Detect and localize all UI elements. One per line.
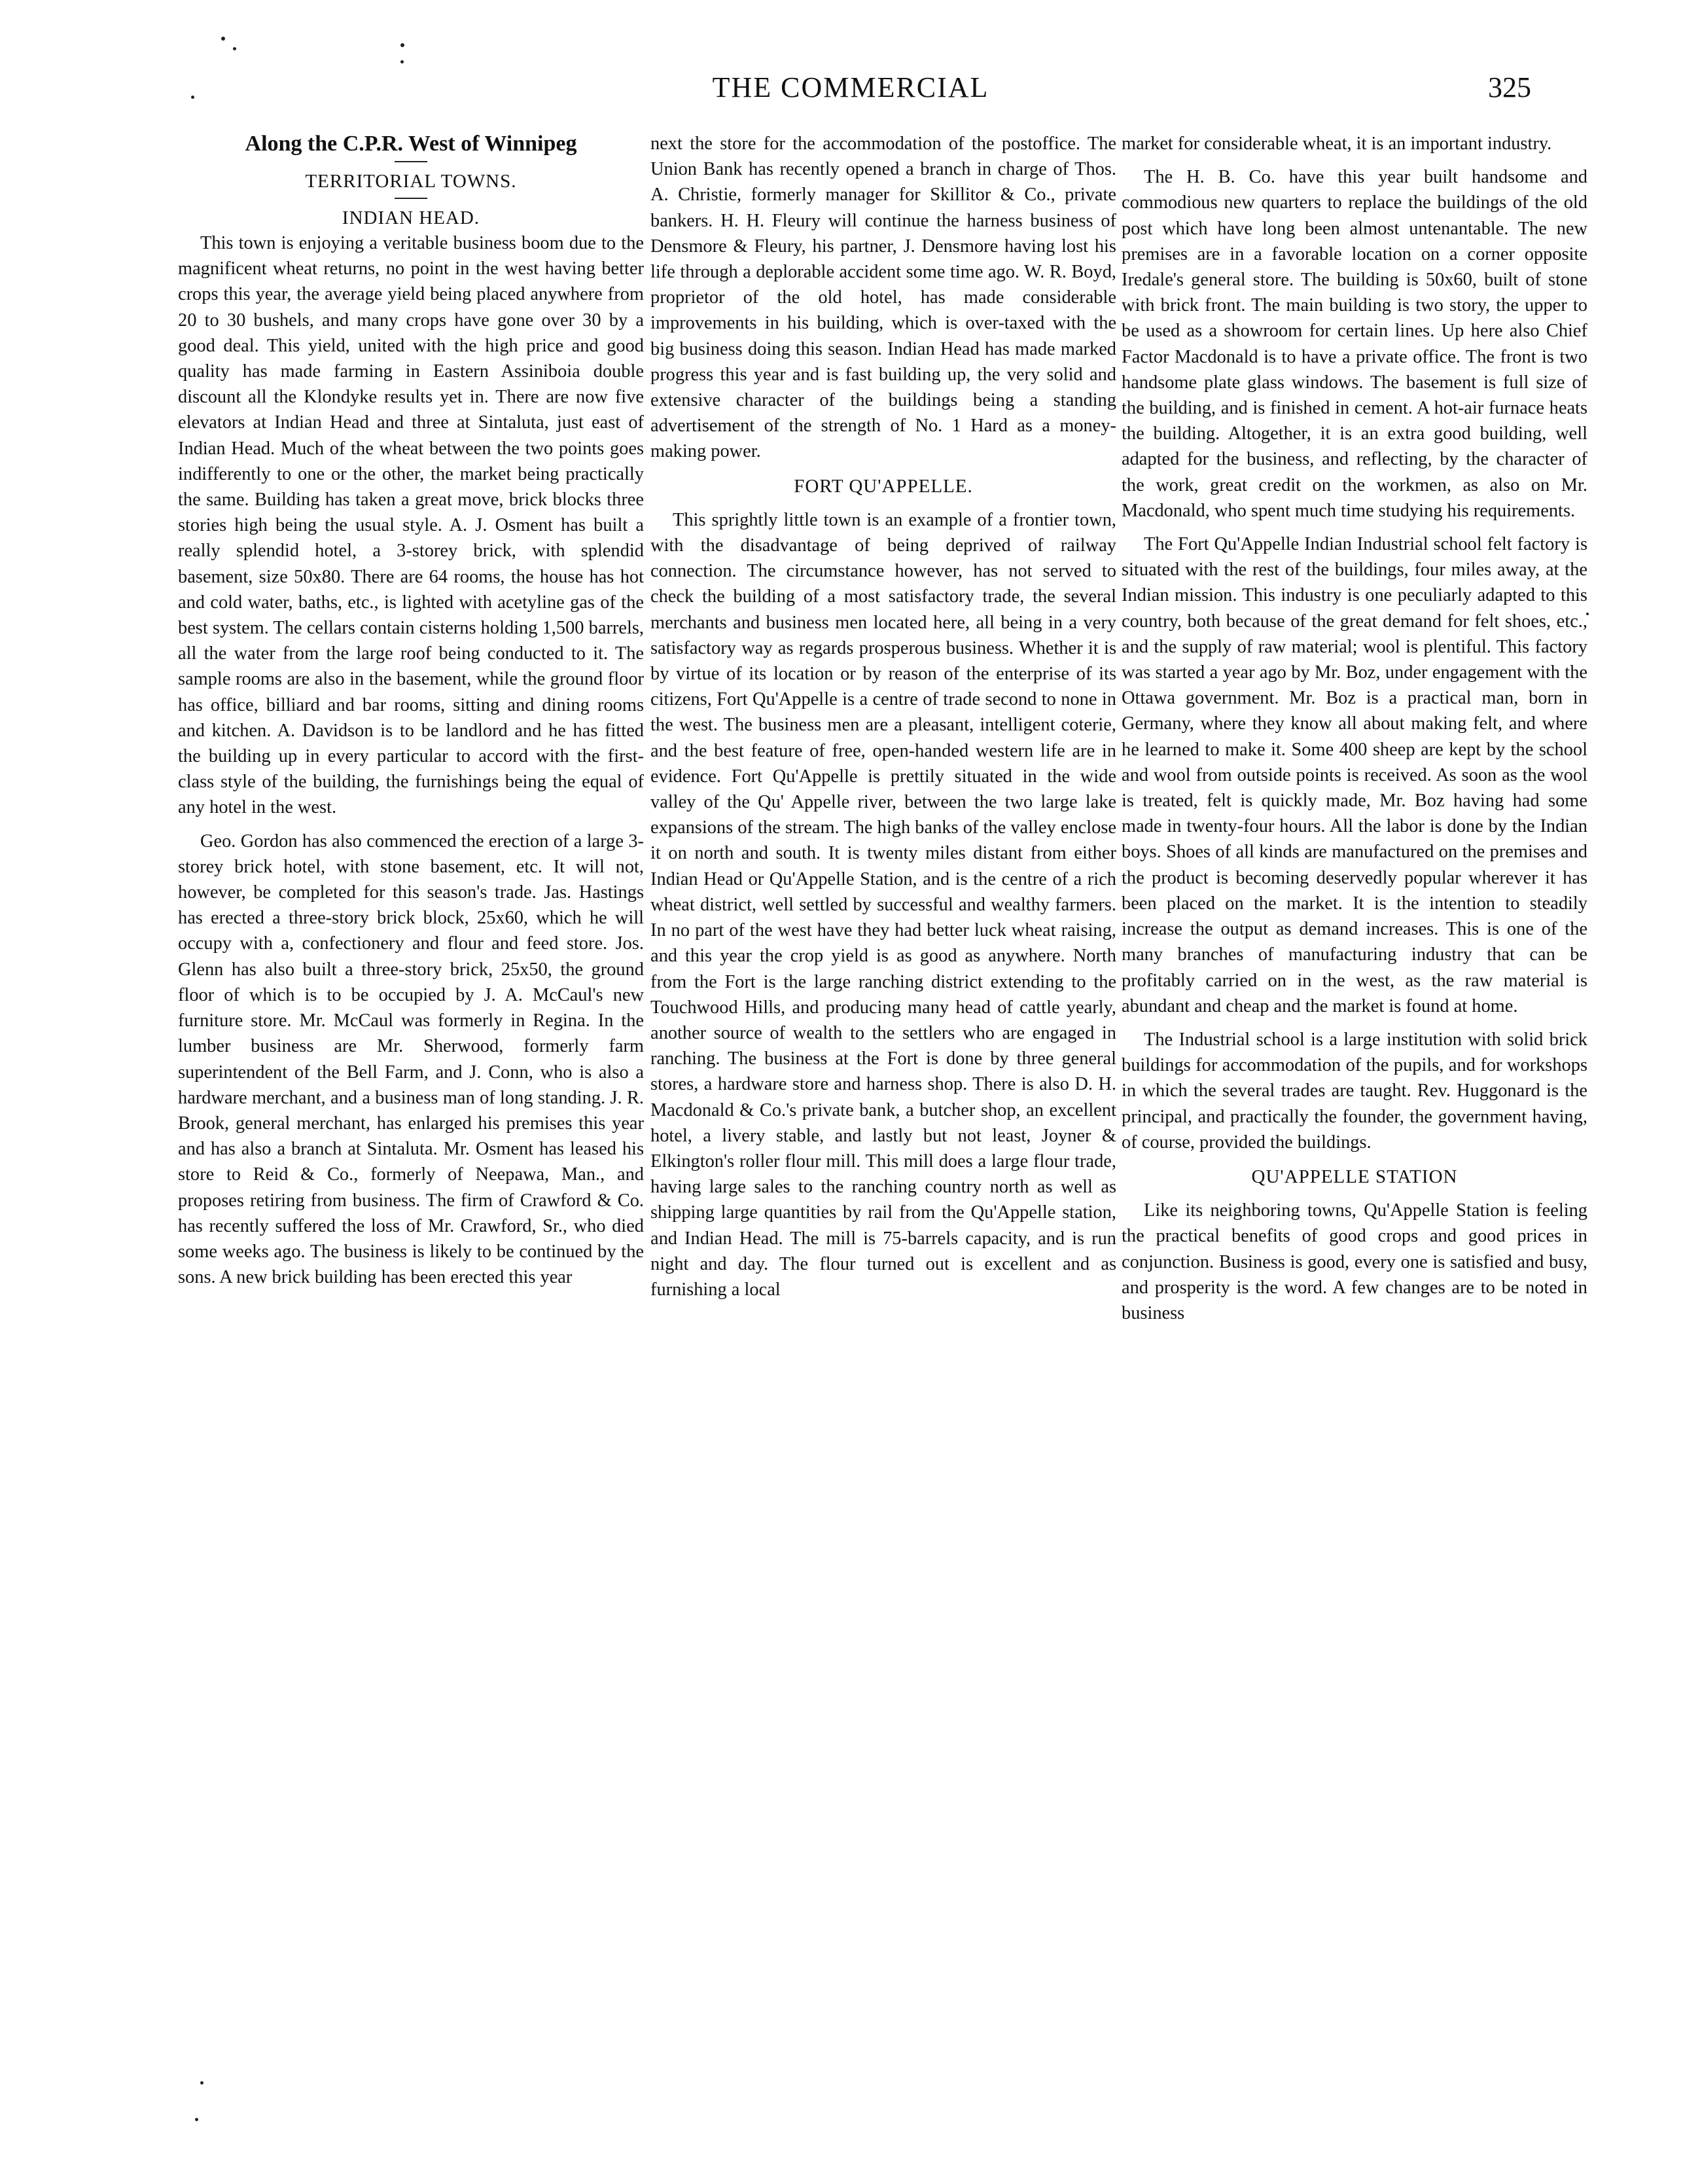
paragraph: market for considerable wheat, it is an important industry. [1122,134,1552,154]
title-rule [395,161,427,162]
paragraph: The Fort Qu'Appelle Indian Industrial school felt factory is situated with the rest of the buildings, four miles away, at the Indian mission. This industry is one peculiarly adapted to this country, both because of the great demand for felt shoes, etc., and the supply of raw material; wool is plentiful. This factory was started a year ago by Mr. Boz, under engagement with the Ottawa government. Mr. Boz is a practical man, born in Germany, where they know all about making felt, and where he learned to make it. Some 400 sheep are kept by the school and wool from outside points is received. As soon as the wool is treated, felt is quickly made, Mr. Boz having had some made in twenty-four hours. All the labor is done by the Indian boys. Shoes of all kinds are manufactured on the premises and the product is becoming deservedly popular wherever it has been placed on the market. It is the intention to steadily increase the output as demand increases. This is one of the many branches of manufacturing industry that can be profitably carried on in the west, as the raw material is abundant and cheap and the market is found at home. [1122,534,1587,1016]
subtitle-rule [395,198,427,199]
section-heading-indian-head: INDIAN HEAD. [342,207,480,228]
paragraph: This town is enjoying a veritable business boom due to the magnificent wheat returns, no point in the west having better crops this year, the average yield being placed anywhere from 20 to 30 bushels, and many crops have gone over 30 by a good deal. This yield, united with the high price and good quality has made farming in Eastern Assiniboia double discount all the Klondyke results yet in. There are now five elevators at Indian Head and three at Sintaluta, just east of Indian Head. Much of the wheat between the two points goes indifferently to one or the other, the market being practically the same. Building has taken a great move, brick blocks three stories high being the usual style. A. J. Osment has built a really splendid hotel, a 3-storey brick, with splendid basement, size 50x80. There are 64 rooms, the house has hot and cold water, baths, etc., is lighted with acetyline gas of the best system. The cellars contain cisterns holding 1,500 barrels, all the water from the large roof being conducted to it. The sample rooms are also in the basement, while the ground floor has office, billiard and bar rooms, sitting and dining rooms and kitchen. A. Davidson is to be landlord and he has fitted the building up in every particular to accord with the first-class style of the building, the furnishings being the equal of any hotel in the west. [178,233,644,818]
section-heading-fort-quappelle: FORT QU'APPELLE. [794,475,973,497]
section-heading-quappelle-station: QU'APPELLE STATION [1251,1166,1458,1187]
publication-title: THE COMMERCIAL [712,71,989,103]
running-header [0,67,1683,113]
column-3 [1122,131,1587,1326]
paragraph: The Industrial school is a large institution with solid brick buildings for accommodation of the pupils, and for workshops in which the several trades are taught. Rev. Huggonard is the principal, and practically the founder, the government having, of course, provided the buildings. [1122,1029,1587,1153]
column-1 [178,131,644,1290]
paragraph: Geo. Gordon has also commenced the erection of a large 3-storey brick hotel, with stone basement, etc. It will not, however, be completed for this season's trade. Jas. Hastings has erected a three-story brick block, 25x60, which he will occupy with a, confectionery and flour and feed store. Jos. Glenn has also built a three-story brick, 25x50, the ground floor of which is to be occupied by J. A. McCaul's new furniture store. Mr. McCaul was formerly in Regina. In the lumber business are Mr. Sherwood, formerly farm superintendent of the Bell Farm, and J. Conn, who is also a hardware merchant, and a business man of long standing. J. R. Brook, general merchant, has enlarged his premises this year and has also a branch at Sintaluta. Mr. Osment has leased his store to Reid & Co., formerly of Neepawa, Man., and proposes retiring from business. The firm of Crawford & Co. has recently suffered the loss of Mr. Crawford, Sr., who died some weeks ago. The business is likely to be continued by the sons. A new brick building has been erected this year [178,831,644,1288]
column-2 [650,131,1116,1302]
paragraph: Like its neighboring towns, Qu'Appelle Station is feeling the practical benefits of good crops and good prices in conjunction. Business is good, every one is satisfied and busy, and prosperity is the word. A few changes are to be noted in business [1122,1200,1587,1323]
page-number: 325 [1488,71,1531,103]
article-title: Along the C.P.R. West of Winnipeg [245,132,577,156]
paragraph: The H. B. Co. have this year built handsome and commodious new quarters to replace the buildings of the old post which have long been almost untenantable. The new premises are in a favorable location on a corner opposite Iredale's general store. The building is 50x60, built of stone with brick front. The main building is two story, the upper to be used as a showroom for certain lines. Up here also Chief Factor Macdonald is to have a private office. The front is two handsome plate glass windows. The basement is full size of the building, and is finished in cement. A hot-air furnace heats the building. Altogether, it is an extra good building, well adapted for the business, and reflecting, by the character of the work, great credit on the workmen, as also on Mr. Macdonald, who spent much time studying his requirements. [1122,167,1587,521]
article-subtitle: TERRITORIAL TOWNS. [305,171,517,192]
paragraph: This sprightly little town is an example of a frontier town, with the disadvantage of being deprived of railway connection. The circumstance however, has not served to check the building of a most satisfactory trade, the several merchants and business men located here, all being in a very satisfactory way as regards prosperous business. Whether it is by virtue of its location or by reason of the enterprise of its citizens, Fort Qu'Appelle is a centre of trade second to none in the west. The business men are a pleasant, intelligent coterie, and the best feature of free, open-handed western life are in evidence. Fort Qu'Appelle is prettily situated in the wide valley of the Qu' Appelle river, between the two large lake expansions of the stream. The high banks of the valley enclose it on north and south. It is twenty miles distant from either Indian Head or Qu'Appelle Station, and is the centre of a rich wheat district, well settled by successful and wealthy farmers. In no part of the west have they had better luck wheat raising, and this year the crop yield is as good as anywhere. North from the Fort is the large ranching district extending to the Touchwood Hills, and producing many head of cattle yearly, another source of wealth to the settlers who are engaged in ranching. The business at the Fort is done by three general stores, a hardware store and harness shop. There is also D. H. Macdonald & Co.'s private bank, a butcher shop, an excellent hotel, a livery stable, and lastly but not least, Joyner & Elkington's roller flour mill. This mill does a large flour trade, having large sales to the ranching country north as well as shipping large quantities by rail from the Qu'Appelle station, and Indian Head. The mill is 75-barrels capacity, and is run night and day. The flour turned out is excellent and as furnishing a local [650,509,1116,1300]
paragraph: next the store for the accommodation of the postoffice. The Union Bank has recently opened a branch in charge of Thos. A. Christie, formerly manager for Skillitor & Co., private bankers. H. H. Fleury will continue the harness business of Densmore & Fleury, his partner, J. Densmore having lost his life through a deplorable accident some time ago. W. R. Boyd, proprietor of the old hotel, has made considerable improvements in his building, which is over-taxed with the big business doing this season. Indian Head has made marked progress this year and is fast building up, the very solid and extensive character of the buildings being a standing advertisement of the strength of No. 1 Hard as a money-making power. [650,134,1116,462]
